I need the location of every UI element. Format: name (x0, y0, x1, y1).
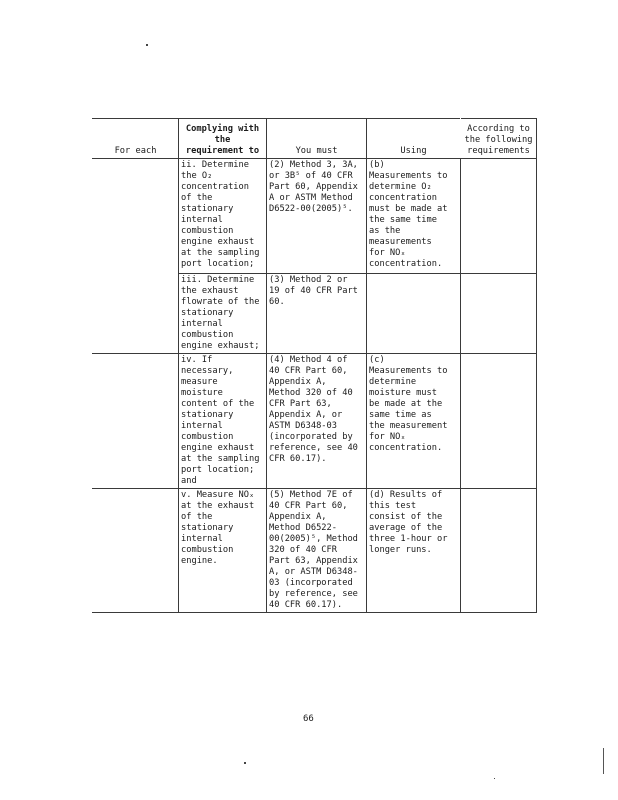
must-cell: (3) Method 2 or 19 of 40 CFR Part 60. (267, 274, 367, 354)
header-for-each: For each (93, 119, 179, 159)
header-according: According to the following requirements (461, 119, 537, 159)
header-complying: Complying with the requirement to (179, 119, 267, 159)
scan-speck (244, 762, 246, 764)
table-row (93, 159, 537, 274)
requirement-cell: iv. If necessary, measure moisture content of the stationary internal combustion engine exhaust at the sampling port location; and (179, 354, 267, 489)
scan-speck (494, 778, 495, 779)
requirement-cell: iii. Determine the exhaust flowrate of the stationary internal combustion engine exhaust; (179, 274, 267, 354)
page-number: 66 (303, 714, 314, 724)
according-cell (461, 159, 537, 274)
according-cell (461, 274, 537, 354)
must-cell: (5) Method 7E of 40 CFR Part 60, Appendix A, Method D6522- 00(2005)⁵, Method 320 of 40 CFR Part 63, Appendix A, or ASTM D6348- 03 (incorporated by reference, see 40 CFR 60.17). (267, 489, 367, 613)
must-cell: (4) Method 4 of 40 CFR Part 60, Appendix A, Method 320 of 40 CFR Part 63, Appendix A, or ASTM D6348-03 (incorporated by reference, see 40 CFR 60.17). (267, 354, 367, 489)
using-cell: (b) Measurements to determine O₂ concentration must be made at the same time as the measurements for NOₓ concentration. (367, 159, 461, 274)
must-cell: (2) Method 3, 3A, or 3B⁵ of 40 CFR Part 60, Appendix A or ASTM Method D6522-00(2005)⁵. (267, 159, 367, 274)
requirement-cell: v. Measure NOₓ at the exhaust of the stationary internal combustion engine. (179, 489, 267, 613)
according-cell (461, 489, 537, 613)
scan-speck (146, 44, 148, 46)
using-cell (367, 274, 461, 354)
requirement-cell: ii. Determine the O₂ concentration of the stationary internal combustion engine exhaust at the sampling port location; (179, 159, 267, 274)
header-you-must: You must (267, 119, 367, 159)
requirements-table (92, 118, 537, 613)
table-row (93, 354, 537, 489)
header-using: Using (367, 119, 461, 159)
for-each-cell (93, 159, 179, 354)
scan-mark (603, 748, 604, 774)
table-row (93, 489, 537, 613)
for-each-cell (93, 354, 179, 489)
for-each-cell (93, 489, 179, 613)
table-header-row (93, 119, 537, 159)
according-cell (461, 354, 537, 489)
using-cell: (d) Results of this test consist of the average of the three 1-hour or longer runs. (367, 489, 461, 613)
using-cell: (c) Measurements to determine moisture must be made at the same time as the measurement for NOₓ concentration. (367, 354, 461, 489)
